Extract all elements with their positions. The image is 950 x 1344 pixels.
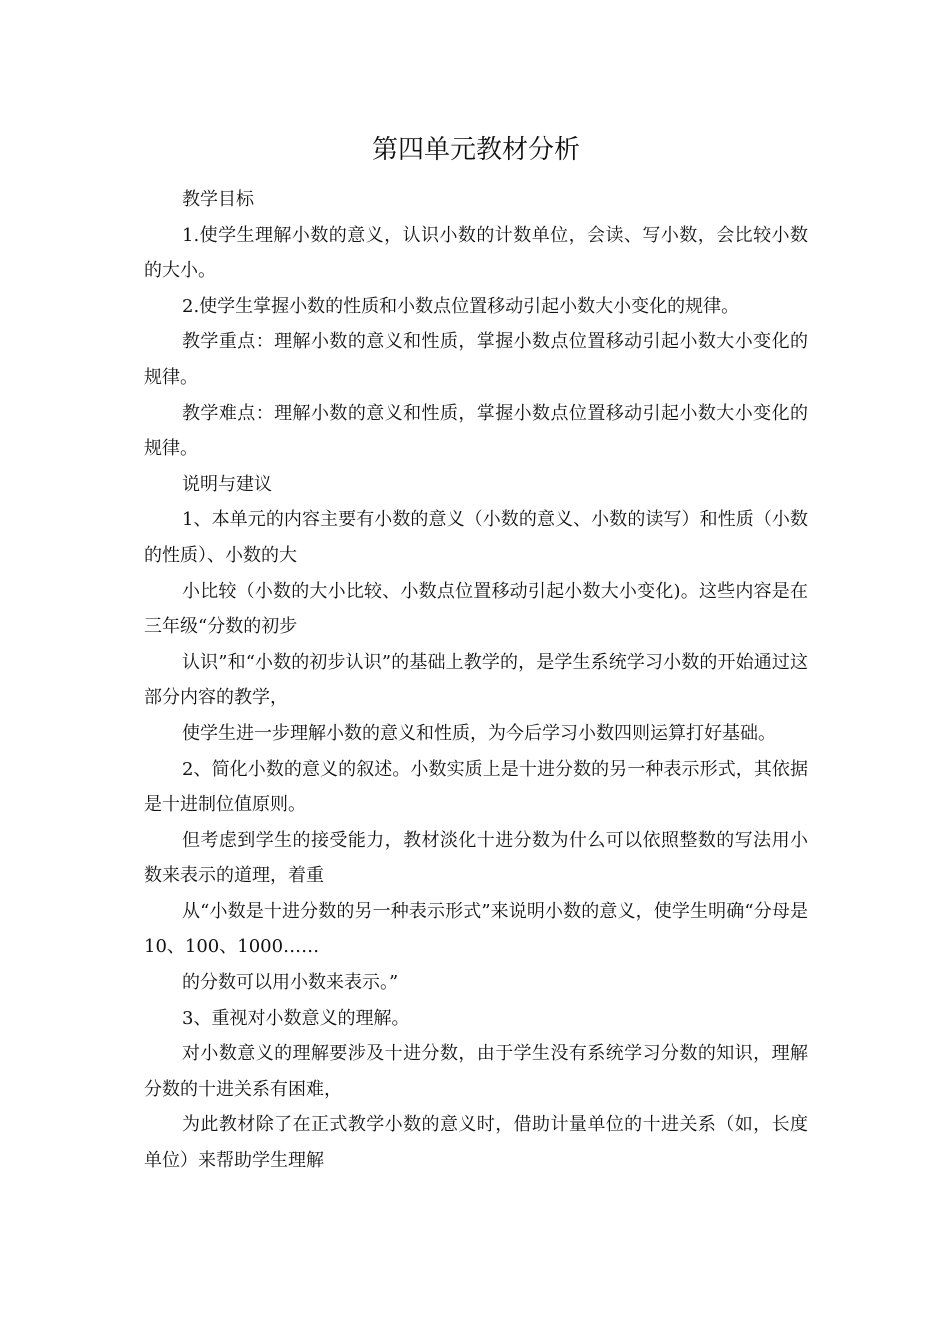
- paragraph-goal-1: 1.使学生理解小数的意义，认识小数的计数单位，会读、写小数，会比较小数的大小。: [144, 224, 808, 282]
- paragraph-note-3-part-1: 对小数意义的理解要涉及十进分数，由于学生没有系统学习分数的知识，理解分数的十进关系有困难，: [144, 1043, 808, 1100]
- paragraph-note-1-part-2: 小比较（小数的大小比较、小数点位置移动引起小数大小变化)。这些内容是在三年级“分数的初步: [144, 580, 808, 638]
- paragraph-note-1-part-3: 认识”和“小数的初步认识”的基础上教学的，是学生系统学习小数的开始通过这部分内容的教学，: [144, 651, 808, 709]
- document-title: 第四单元教材分析: [371, 135, 580, 165]
- paragraph-key-points: 教学重点：理解小数的意义和性质，掌握小数点位置移动引起小数大小变化的规律。: [144, 331, 808, 388]
- document-body: [144, 182, 808, 1179]
- paragraph-note-3-heading: 3、重视对小数意义的理解。: [182, 1007, 410, 1029]
- paragraph-note-1-part-4: 使学生进一步理解小数的意义和性质，为今后学习小数四则运算打好基础。: [182, 722, 776, 744]
- paragraph-goal-2: 2.使学生掌握小数的性质和小数点位置移动引起小数大小变化的规律。: [182, 295, 740, 317]
- paragraph-note-1-part-1: 1、本单元的内容主要有小数的意义（小数的意义、小数的读写）和性质（小数的性质）、小数的大: [144, 509, 808, 566]
- paragraph-teaching-goals-heading: 教学目标: [182, 189, 254, 210]
- paragraph-note-2-part-1: 2、简化小数的意义的叙述。小数实质上是十进分数的另一种表示形式，其依据是十进制位值原则。: [144, 758, 808, 816]
- paragraph-note-2-part-3: 从“小数是十进分数的另一种表示形式”来说明小数的意义，使学生明确“分母是10、100、1000……: [144, 900, 808, 958]
- paragraph-difficult-points: 教学难点：理解小数的意义和性质，掌握小数点位置移动引起小数大小变化的规律。: [144, 402, 808, 460]
- paragraph-note-2-part-2: 但考虑到学生的接受能力，教材淡化十进分数为什么可以依照整数的写法用小数来表示的道理，着重: [144, 829, 808, 887]
- paragraph-note-2-part-4: 的分数可以用小数来表示。”: [182, 972, 399, 994]
- paragraph-note-3-part-2: 为此教材除了在正式教学小数的意义时，借助计量单位的十进关系（如，长度单位）来帮助学生理解: [144, 1114, 808, 1172]
- paragraph-notes-heading: 说明与建议: [182, 473, 272, 495]
